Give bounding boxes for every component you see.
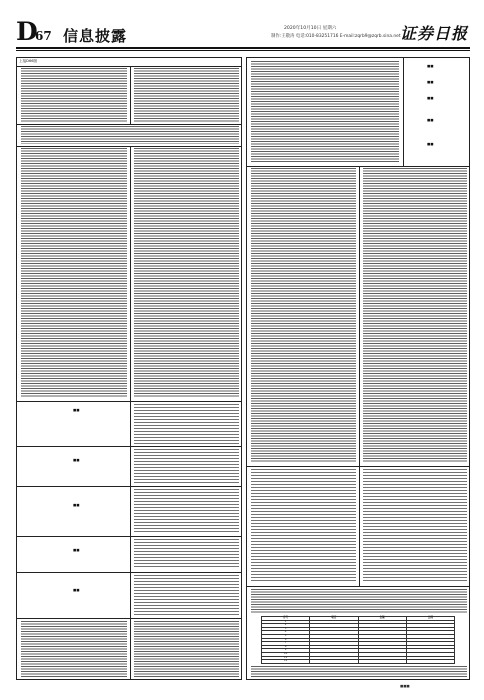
table-col-divider (359, 166, 360, 466)
table-rule (17, 572, 242, 573)
table-cell-mark: ■■ (427, 64, 434, 68)
editor-contact: 制作:王敬涛 电话:010-83251716 E-mail:zqrb9@zqrb.sina.net (271, 34, 401, 39)
table-col-divider (359, 466, 360, 586)
table-rule (17, 486, 242, 487)
text-block (134, 621, 239, 677)
table-cell: 8 (262, 645, 310, 649)
text-block (363, 168, 467, 463)
text-block (134, 575, 239, 615)
text-block (21, 68, 127, 122)
masthead (16, 17, 470, 46)
row-heading: ■■ (73, 503, 80, 507)
summary-table (261, 616, 455, 662)
table-cell: 12 (262, 660, 310, 664)
text-block (134, 449, 239, 483)
table-rule (17, 446, 242, 447)
table-rule (17, 618, 242, 619)
table-header-cell: 项目 (310, 617, 358, 621)
header-rule-thick (16, 47, 470, 49)
issue-date: 2020年10月10日 星期六 (284, 26, 337, 31)
table-col-divider (403, 58, 404, 166)
table-rule (17, 536, 242, 537)
table-cell-mark: ■■ (427, 142, 434, 146)
table-cell: 1 (262, 620, 310, 624)
table-rule (17, 124, 242, 125)
section-title: 信息披露 (63, 27, 128, 45)
continued-from-label: 上接D66版 (19, 59, 38, 63)
page-number: 67 (35, 29, 52, 43)
text-block (134, 489, 239, 533)
text-block (251, 168, 356, 463)
text-block (21, 148, 127, 398)
text-block (251, 589, 467, 613)
table-cell: 5 (262, 634, 310, 638)
table-cell: 2 (262, 624, 310, 628)
text-block (21, 621, 127, 677)
table-cell: 11 (262, 656, 310, 660)
text-block (363, 469, 467, 583)
text-block (134, 404, 239, 444)
table-header-cell: 金额 (358, 617, 406, 621)
table-cell: 6 (262, 638, 310, 642)
page-letter: D (16, 17, 38, 46)
row-heading: ■■ (73, 548, 80, 552)
row-heading: ■■ (73, 458, 80, 462)
row-heading: ■■ (73, 588, 80, 592)
table-cell (310, 660, 358, 664)
text-block (251, 469, 356, 583)
newspaper-logo: 证券日报 (399, 24, 468, 43)
table-col-divider (130, 401, 131, 679)
table-rule (247, 586, 470, 587)
text-block (251, 61, 399, 163)
table-cell-mark: ■■ (427, 96, 434, 100)
table-cell: 4 (262, 631, 310, 635)
table-col-divider (130, 146, 131, 401)
table-cell: 10 (262, 652, 310, 656)
page-footer-mark: ■■■ (400, 684, 410, 688)
table-col-divider (130, 66, 131, 124)
row-heading: ■■ (73, 408, 80, 412)
text-block (251, 666, 467, 678)
table-row (262, 660, 455, 664)
text-block (134, 68, 239, 122)
text-block (134, 148, 239, 398)
table-header-cell: 比例 (406, 617, 454, 621)
table-cell-mark: ■■ (427, 118, 434, 122)
header-rule-thin (16, 50, 470, 51)
text-block (21, 126, 239, 144)
table-cell (358, 660, 406, 664)
table-header-cell: 序号 (262, 617, 310, 621)
table-cell: 3 (262, 627, 310, 631)
table-cell-mark: ■■ (427, 80, 434, 84)
table-cell: 9 (262, 649, 310, 653)
right-column (246, 57, 470, 680)
left-column (16, 57, 242, 680)
table-cell: 7 (262, 642, 310, 646)
text-block (134, 539, 239, 569)
table-cell (406, 660, 454, 664)
